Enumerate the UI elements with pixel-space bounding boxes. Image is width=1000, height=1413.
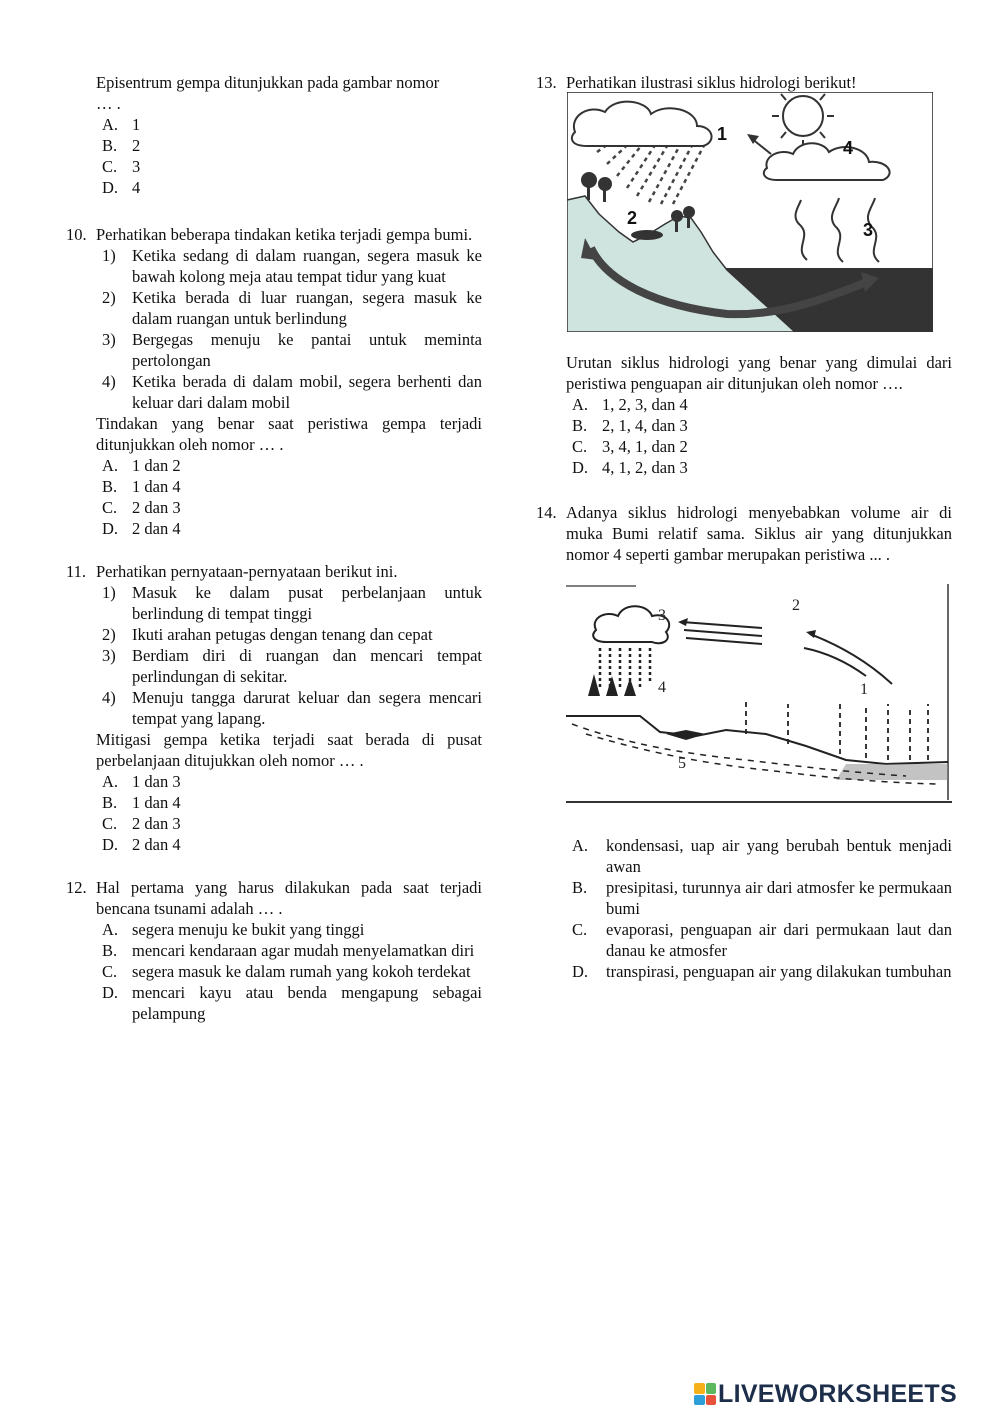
right-column	[536, 72, 952, 93]
question-9-stem: Episentrum gempa ditunjukkan pada gambar nomor … .	[96, 73, 440, 113]
option-c[interactable]: C. segera masuk ke dalam rumah yang kokoh terdekat	[102, 962, 471, 981]
option-b[interactable]: B. 2	[102, 136, 141, 155]
right-column-lower	[536, 352, 952, 565]
question-number: 13.	[536, 73, 557, 92]
option-d[interactable]: D. mencari kayu atau benda mengapung sebagai pelampung	[102, 983, 482, 1023]
statement-4: 4) Ketika berada di dalam mobil, segera berhenti dan keluar dari dalam mobil	[102, 372, 482, 412]
liveworksheets-logo[interactable]	[694, 1379, 957, 1409]
question-9	[66, 72, 482, 198]
advection-arrows	[682, 622, 892, 684]
statement-2: 2) Ketika berada di luar ruangan, segera masuk ke dalam ruangan untuk berlindung	[102, 288, 482, 328]
evaporation	[746, 700, 928, 760]
rain	[600, 648, 650, 690]
option-c[interactable]: C. evaporasi, penguapan air dari permukaan laut dan danau ke atmosfer	[572, 920, 952, 960]
question-number: 11.	[66, 562, 87, 581]
logo-icon	[694, 1383, 716, 1405]
sea	[836, 764, 948, 780]
statement-4: 4) Menuju tangga darurat keluar dan segera mencari tempat yang lapang.	[102, 688, 482, 728]
option-b[interactable]: B. 2, 1, 4, dan 3	[572, 416, 688, 435]
question-number: 12.	[66, 878, 87, 897]
label-5: 5	[678, 755, 686, 772]
option-a[interactable]: A. kondensasi, uap air yang berubah bentuk menjadi awan	[572, 836, 952, 876]
statement-1: 1) Ketika sedang di dalam ruangan, segera masuk ke bawah kolong meja atau tempat tidur yang kuat	[102, 246, 482, 286]
trees	[588, 674, 636, 696]
statement-1: 1) Masuk ke dalam pusat perbelanjaan untuk berlindung di tempat tinggi	[102, 583, 482, 623]
label-4: 4	[658, 679, 666, 696]
label-4: 4	[843, 138, 854, 158]
option-b[interactable]: B. presipitasi, turunnya air dari atmosfer ke permukaan bumi	[572, 878, 952, 918]
option-c[interactable]: C. 3	[102, 157, 141, 176]
logo-square-1	[694, 1383, 705, 1394]
option-a[interactable]: A. 1 dan 3	[102, 772, 181, 791]
option-b[interactable]: B. 1 dan 4	[102, 477, 181, 496]
question-11	[66, 561, 482, 855]
question-number: 10.	[66, 225, 87, 244]
label-2: 2	[792, 597, 800, 614]
label-1: 1	[717, 124, 728, 144]
statement-3: 3) Berdiam diri di ruangan dan mencari tempat perlindungan di sekitar.	[102, 646, 482, 686]
label-3: 3	[863, 220, 874, 240]
question-13-prompt: Urutan siklus hidrologi yang benar yang dimulai dari peristiwa penguapan air ditunjukan oleh nomor ….	[566, 353, 952, 393]
logo-text: LIVEWORKSHEETS	[718, 1379, 957, 1408]
question-12-stem: Hal pertama yang harus dilakukan pada saat terjadi bencana tsunami adalah … .	[96, 878, 482, 918]
hydrologic-cycle-figure	[567, 92, 933, 332]
label-1: 1	[860, 681, 868, 698]
option-d[interactable]: D. transpirasi, penguapan air yang dilakukan tumbuhan	[572, 962, 952, 981]
lake	[666, 730, 706, 740]
logo-square-3	[694, 1395, 705, 1406]
question-14	[536, 502, 952, 565]
question-10-prompt: Tindakan yang benar saat peristiwa gempa terjadi ditunjukkan oleh nomor … .	[96, 414, 482, 454]
label-2: 2	[627, 208, 638, 228]
logo-square-4	[706, 1395, 717, 1406]
question-number: 14.	[536, 503, 557, 522]
statement-3: 3) Bergegas menuju ke pantai untuk meminta pertolongan	[102, 330, 482, 370]
option-a[interactable]: A. 1 dan 2	[102, 456, 181, 475]
question-14-options	[570, 835, 952, 982]
option-a[interactable]: A. segera menuju ke bukit yang tinggi	[102, 920, 365, 939]
option-d[interactable]: D. 2 dan 4	[102, 519, 181, 538]
question-11-prompt: Mitigasi gempa ketika terjadi saat berada di pusat perbelanjaan ditujukkan oleh nomor … .	[96, 730, 482, 770]
question-10-stem: Perhatikan beberapa tindakan ketika terjadi gempa bumi.	[96, 225, 473, 244]
question-11-stem: Perhatikan pernyataan-pernyataan berikut ini.	[96, 562, 398, 581]
option-c[interactable]: C. 3, 4, 1, dan 2	[572, 437, 688, 456]
statement-2: 2) Ikuti arahan petugas dengan tenang dan cepat	[102, 625, 433, 644]
question-14-stem: Adanya siklus hidrologi menyebabkan volume air di muka Bumi relatif sama. Siklus air yang ditunjukkan nomor 4 seperti gambar merupakan peristiwa ... .	[566, 503, 952, 564]
option-b[interactable]: B. 1 dan 4	[102, 793, 181, 812]
question-10	[66, 224, 482, 539]
label-3: 3	[658, 607, 666, 624]
option-b[interactable]: B. mencari kendaraan agar mudah menyelamatkan diri	[102, 941, 475, 960]
question-12	[66, 877, 482, 1024]
option-d[interactable]: D. 2 dan 4	[102, 835, 181, 854]
logo-square-2	[706, 1383, 717, 1394]
question-13-stem: Perhatikan ilustrasi siklus hidrologi berikut!	[566, 73, 857, 92]
option-a[interactable]: A. 1	[102, 115, 141, 134]
option-d[interactable]: D. 4, 1, 2, dan 3	[572, 458, 688, 477]
question-13-body	[536, 352, 952, 478]
option-c[interactable]: C. 2 dan 3	[102, 498, 181, 517]
option-d[interactable]: D. 4	[102, 178, 141, 197]
question-13	[536, 72, 952, 93]
water-cycle-figure	[566, 584, 952, 806]
option-c[interactable]: C. 2 dan 3	[102, 814, 181, 833]
left-column	[66, 72, 482, 1024]
lake	[631, 230, 663, 240]
option-a[interactable]: A. 1, 2, 3, dan 4	[572, 395, 688, 414]
